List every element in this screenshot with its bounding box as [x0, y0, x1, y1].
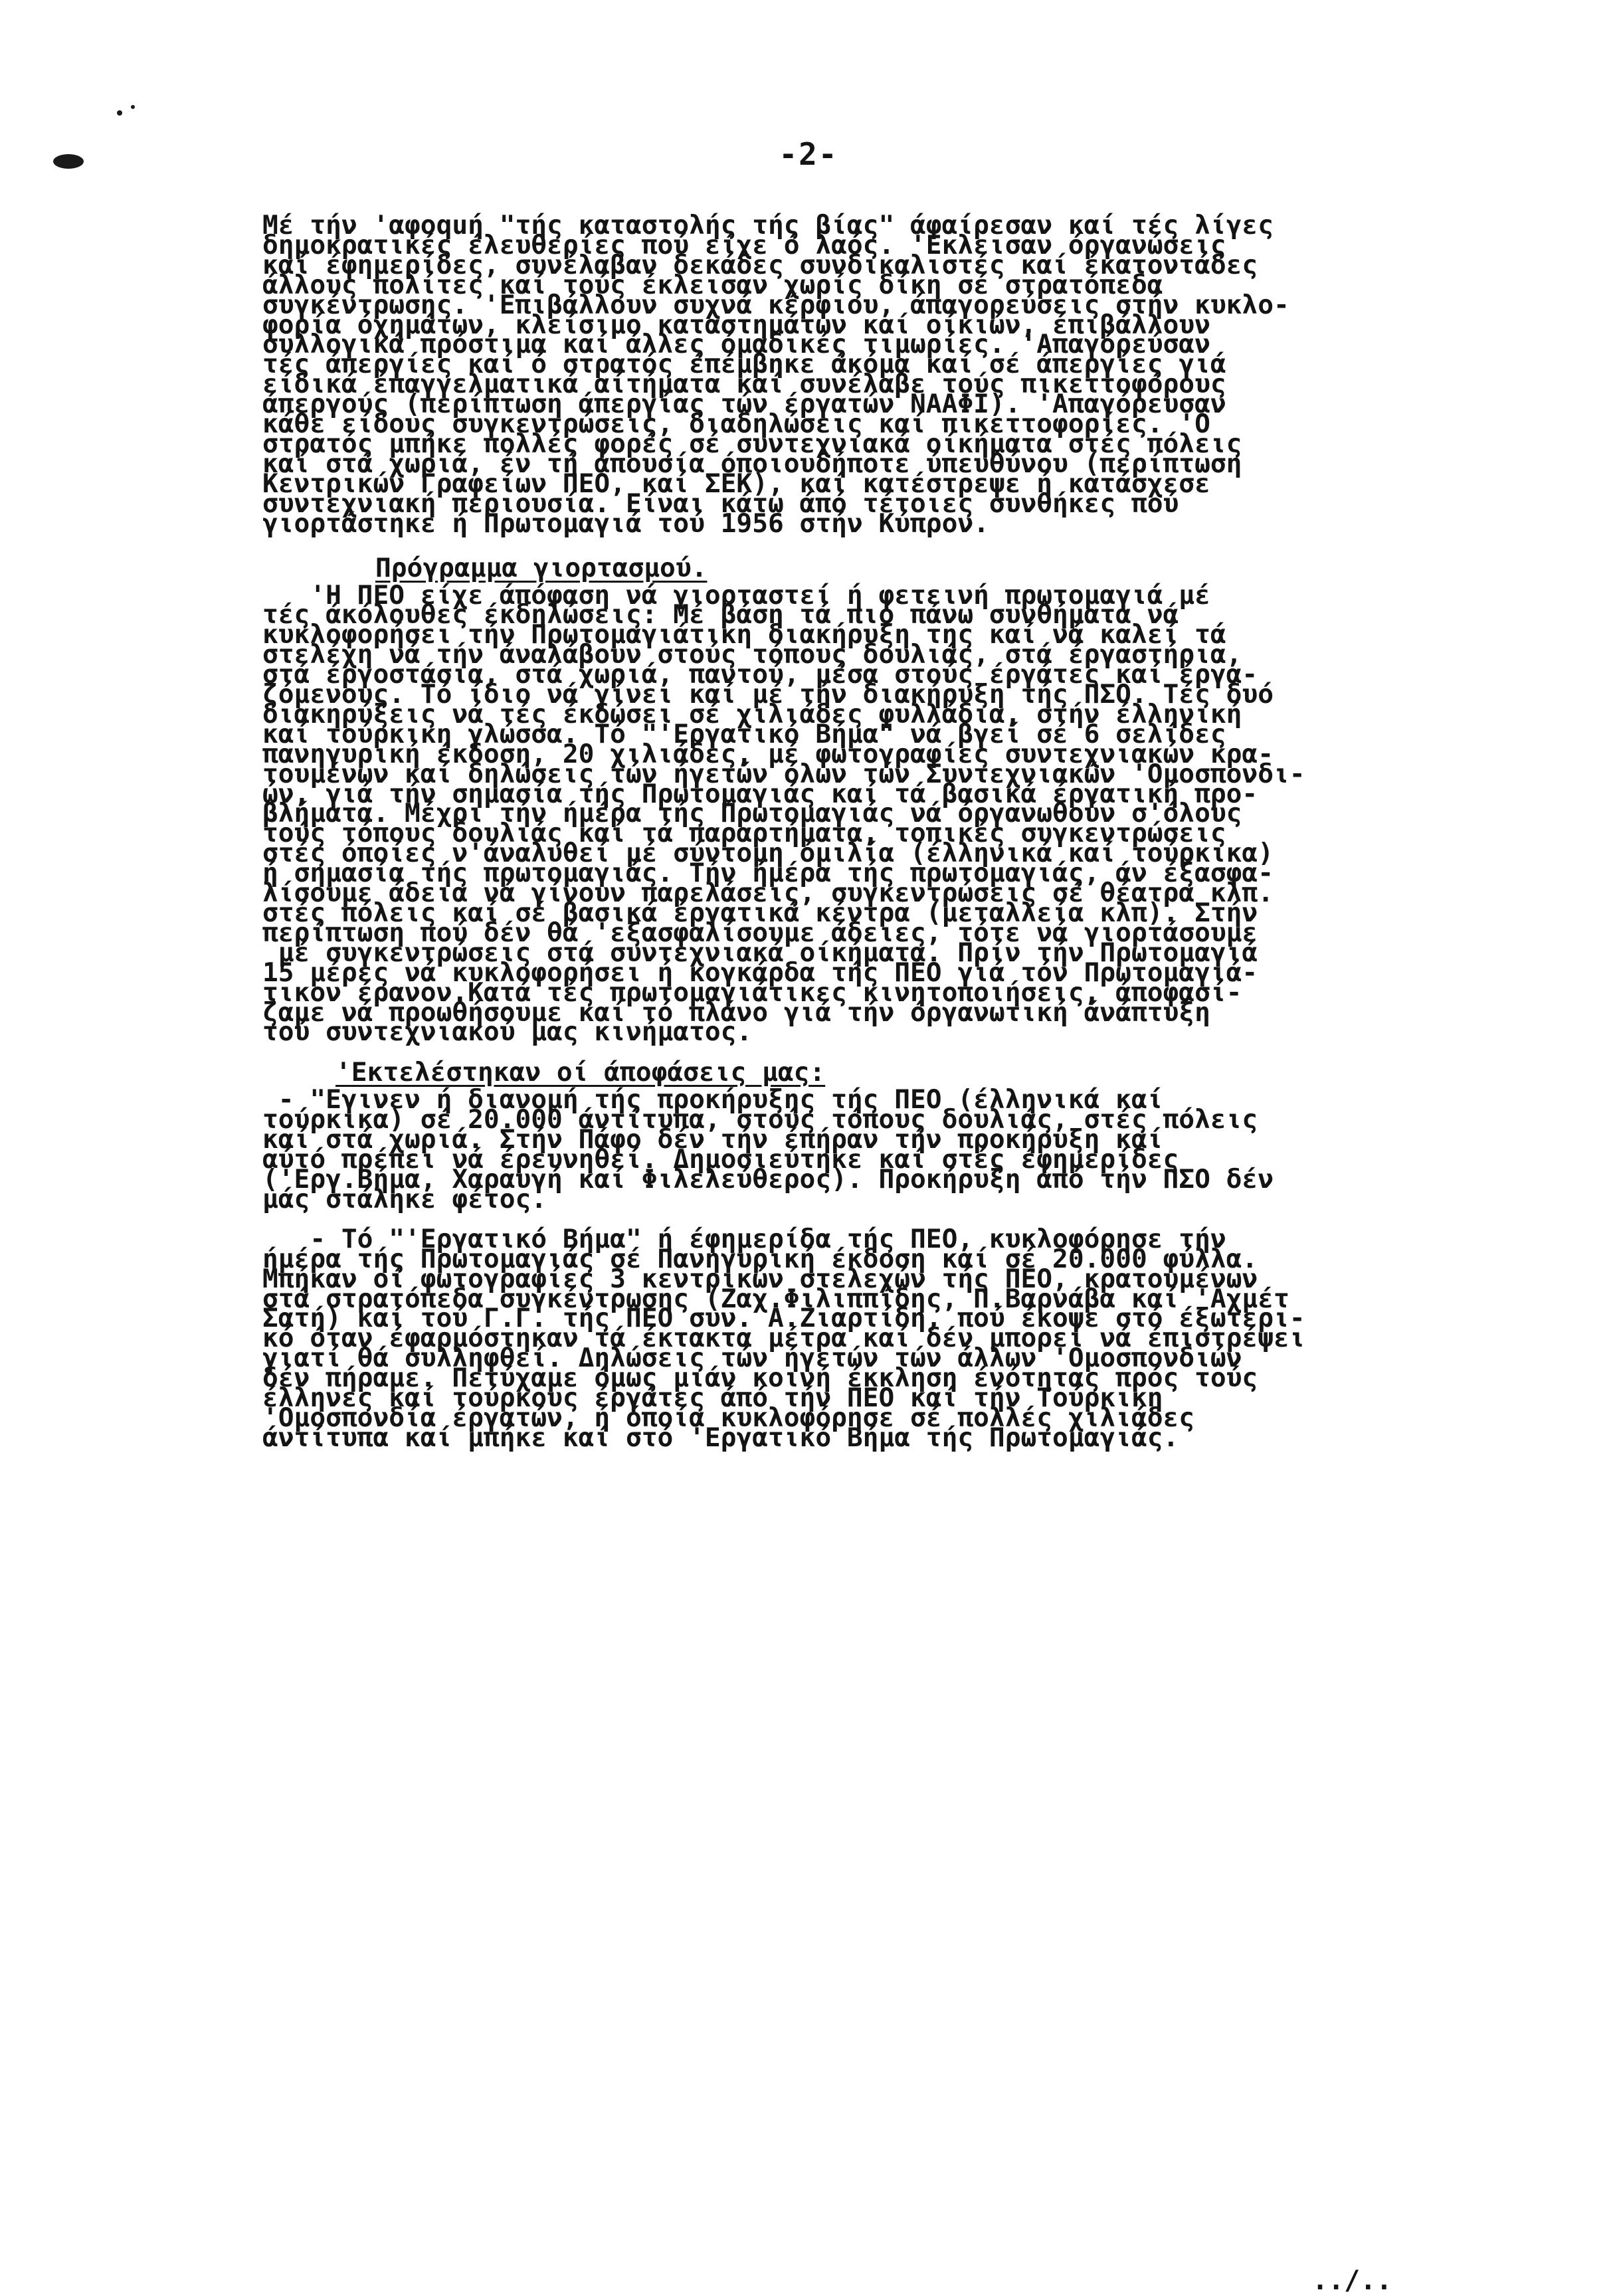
paragraph-celebration-program: 'Η ΠΕΟ είχε άπόφαση νά γιορταστεί ή φετεινή πρωτομαγιά μέ τές άκόλουθες έκδηλώσεις: Μέ βάση τά πιό πάνω συνθήματα νά κυκλοφορήσει τήν Πρωτομαγιάτικη διακήρυξη της καί νά καλεί τά στελέχη νά τήν άναλάβουν στούς τόπους δουλιάς, στά έργαστήρια, στά έργοστάσια, στά χωριά, παντού, μέσα στούς έργάτες καί έργα- ζόμενους. Τό ίδιο νά γίνει καί μέ τήν διακήρυξη τής ΠΣΟ. Τές δυό διακηρύξεις νά τές έκδώσει σέ χιλιάδες φυλλάδια, στήν έλληνική καί τούρκικη γλώσσα. Τό "'Εργατικό Βήμα" νά βγεί σέ 6 σελίδες πανηγυρική έκδοση, 20 χιλιάδες, μέ φωτογραφίες συντεχνιακών κρα- τουμένων καί δηλώσεις τών ήγετών όλων τών Συντεχνιακών 'Ομοσπονδι- ών, γιά τήν σημασία τής Πρωτομαγιάς καί τά βασικά έργατική προ- βλήματα. Μέχρι τήν ήμέρα τής Πρωτομαγιάς νά όργανωθούν σ'όλους τούς τόπους δουλιάς καί τά παραρτήματα, τοπικές συγκεντρώσεις στές όποίες ν'άναλυθεί μέ σύντομη όμιλία (έλληνικά καί τούρκικα) ή σημασία τής πρωτομαγιάς. Τήν ήμέρα τής πρωτομαγιάς, άν έξασφα- λίσουμε άδεια νά γίνουν παρελάσεις, συγκεντρώσεις σέ θέατρα κλπ. στές πόλεις καί σέ βασικά έργατικά κέντρα (μεταλλεία κλπ). Στήν περίπτωση πού δέν θά 'εξασφαλίσουμε άδειες, τότε νά γιορτάσουμε μέ συγκεντρώσεις στά συντεχνιακά οίκήματα. Πρίν τήν Πρωτομαγιά 15 μέρες νά κυκλοφορήσει ή κογκάρδα τής ΠΕΟ γιά τόν Πρωτομαγιά- τικον έρανον.Κατά τές πρωτομαγιάτικες κινητοποιήσεις, άποφασί- ζαμε νά προωθήσουμε καί τό πλάνο γιά τήν όργανωτική άνάπτυξη τού συντεχνιακού μας κινήματος.: [262, 579, 1305, 1048]
ink-dot-mark: [117, 110, 122, 116]
page-number: -2-: [779, 136, 838, 172]
continued-marker: ../..: [1312, 2265, 1392, 2296]
section-heading-decisions: 'Εκτελέστηκαν οί άποφάσεις μας:: [335, 1057, 826, 1088]
document-body: [262, 210, 1584, 1453]
paragraph-repression: Mέ τήν 'αφοquή "τής καταστολής τής βίας" άφαίρεσαν καί τές λίγες δημοκρατικές έλευθερίες πού είχε ό λαός. 'Εκλεισαν όργανώσεις καί έφημερίδες, συνέλαβαν δεκάδες συνδικαλιστές καί έκατοντάδες άλλους πολίτες καί τούς έκλεισαν χωρίς δίκη σέ στρατόπεδα συγκέντρωσης. 'Επιβάλλουν συχνά κέρφιου, άπαγορεύσεις στήν κυκλο- φορία όχημάτων, κλείσιμο καταστημάτων καί οίκιών, έπιβάλλουν συλλογικά πρόστιμα καί άλλες όμαδικές τιμωρίες. 'Απαγόρεύσαν τές άπεργίες καί ό στρατός έπέμβηκε άκόμα καί σέ άπεργίες γιά είδικά έπαγγελματικά αίτήματα καί συνέλαβε τούς πικεττοφόρους άπεργούς (περίπτωση άπεργίας τών έργατών ΝΑΑΦΙ). 'Απαγόρευσαν κάθε είδους συγκεντρώσεις, διαδηλώσεις καί πικεττοφορίες. 'Ο στρατός μπήκε πολλές φορές σέ συντεχνιακά οίκήματα στές πόλεις καί στά χωριά, έν τή άπουσία όποιουδήποτε ύπευθύνου (περίπτωση Κεντρικών Γραφείων ΠΕΟ, καί ΣΕΚ), καί κατέστρεψε ή κατάσχεσε συντεχνιακή περιουσία. Είναι κάτω άπό τέτοιες συνθήκες πού γιορτάστηκε ή Πρωτομαγιά τού 1956 στήν Κύπρον.: [262, 210, 1289, 539]
paragraph-distribution: - "Εγινεν ή διανομή τής προκήρυξης τής ΠΕΟ (έλληνικά καί τούρκικα) σέ 20.000 άντίτυπα, στούς τόπους δουλιάς, στές πόλεις καί στά χωριά. Στήν Πάφο δέν τήν έπήραν τήν προκήρυξη καί αύτό πρέπει νά έρευνηθεί. Δημοσιεύτηκε καί στές έφημερίδες ('Εργ.Βήμα, Χαραυγή καί Φιλελεύθερος). Προκήρυξη άπό τήν ΠΣΟ δέν μάς στάληκε φέτος.: [262, 1084, 1274, 1214]
paragraph-ergatiko-vima: - Τό "'Εργατικό Βήμα" ή έφημερίδα τής ΠΕΟ, κυκλοφόρησε τήν ήμέρα τής Πρωτομαγιάς σέ Πανηγυρική έκδοση καί σέ 20.000 φύλλα. Μπήκαν οί φωτογραφίες 3 κεντρικών στελεχών τής ΠΕΟ, κρατουμένων στά στρατόπεδα συγκέντρωσης (Ζαχ.Φιλιππίδης, Π.Βαρνάβα καί 'Αχμέτ Σατή) καί τού Γ.Γ. τής ΠΕΟ συν. Α.Ζιαρτίδη, πού έκοψε στό έξωτερι- κό όταν έφαρμόστηκαν τά έκτακτα μέτρα καί δέν μπορεί νά έπιστρέψει γιατί θά συλληφθεί. Δηλώσεις τών ήγετών τών άλλων 'Ομοσπονδιών δέν πήραμε. Πετύχαμε όμως μιάν κοινή έκκληση ένότητας πρός τούς έλληνες καί τούρκους έργάτες άπό τήν ΠΕΟ καί τήν Τούρκικη 'Ομοσπονδία έργατών, ή όποία κυκλοφόρησε σέ πολλές χιλιάδες άντίτυπα καί μπήκε καί στό 'Εργατικό Βήμα τής Πρωτομαγιάς.: [262, 1223, 1305, 1453]
section-heading-program: Πρόγραμμα γιορτασμού.: [375, 552, 708, 583]
ink-dot-mark: [131, 105, 135, 109]
